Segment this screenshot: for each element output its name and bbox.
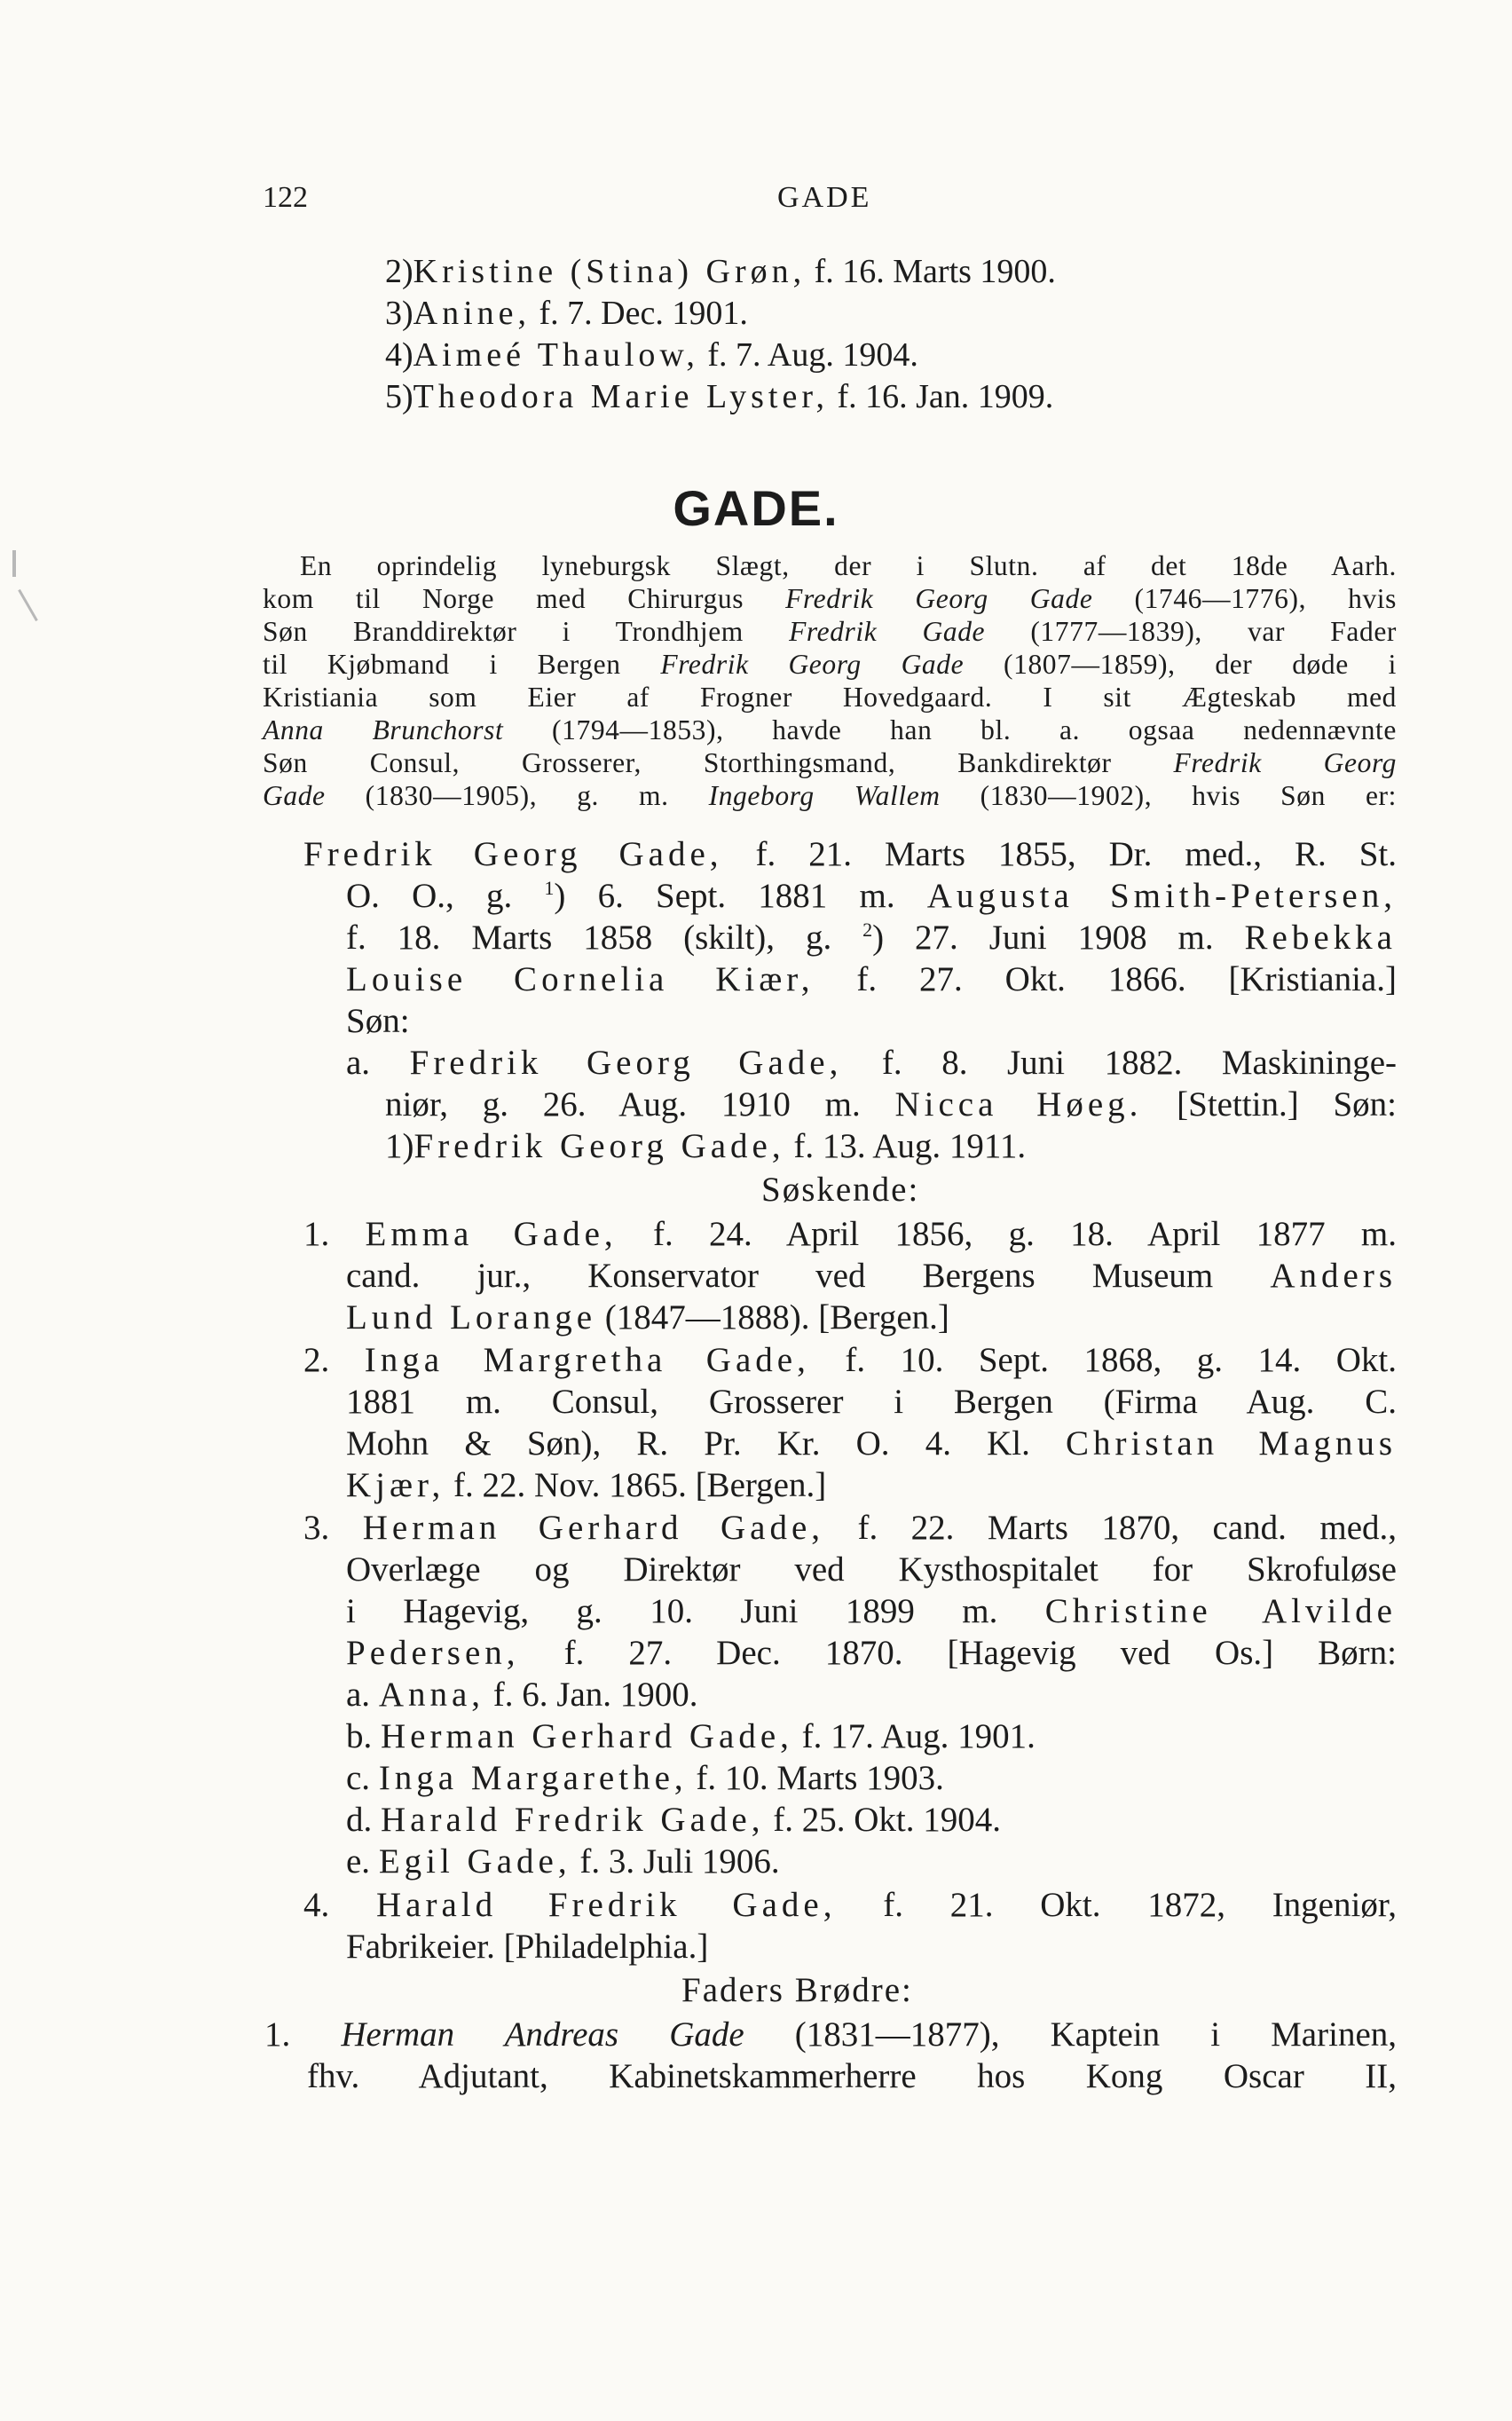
list-item: e. Egil Gade, f. 3. Juli 1906. [346, 1842, 780, 1881]
list-item: 4)Aimeé Thaulow, f. 7. Aug. 1904. [385, 336, 918, 374]
section-title: GADE. [673, 480, 839, 536]
intro-line: Søn Branddirektør i Trondhjem Fredrik Gade (1777—1839), var Fader [263, 616, 1397, 647]
intro-line: Gade (1830—1905), g. m. Ingeborg Wallem (1830—1902), hvis Søn er: [263, 780, 1397, 811]
entry-line: Mohn & Søn), R. Pr. Kr. O. 4. Kl. Christan Magnus [346, 1424, 1397, 1463]
running-title: GADE [777, 181, 872, 214]
entry-line: 3. Herman Gerhard Gade, f. 22. Marts 1870, cand. med., [303, 1509, 1398, 1547]
entry-line: Lund Lorange (1847—1888). [Bergen.] [346, 1298, 949, 1337]
scan-mark [18, 589, 38, 621]
entry-line: niør, g. 26. Aug. 1910 m. Nicca Høeg. [Stettin.] Søn: [385, 1085, 1397, 1124]
intro-line: En oprindelig lyneburgsk Slægt, der i Slutn. af det 18de Aarh. [300, 550, 1397, 581]
list-item: 5)Theodora Marie Lyster, f. 16. Jan. 1909. [385, 378, 1054, 415]
entry-line: Fabrikeier. [Philadelphia.] [346, 1928, 709, 1966]
entry-line: 1)Fredrik Georg Gade, f. 13. Aug. 1911. [385, 1127, 1027, 1165]
list-item: d. Harald Fredrik Gade, f. 25. Okt. 1904. [346, 1801, 1001, 1839]
list-item: a. Anna, f. 6. Jan. 1900. [346, 1676, 698, 1714]
intro-line: Kristiania som Eier af Frogner Hovedgaard. I sit Ægteskab med [263, 682, 1397, 713]
entry-line: Overlæge og Direktør ved Kysthospitalet for Skrofuløse [346, 1550, 1397, 1589]
list-item: c. Inga Margarethe, f. 10. Marts 1903. [346, 1759, 944, 1797]
entry-line: O. O., g. $^1$) 6. Sept. 1881 m. Augusta Smith-Petersen, [346, 877, 1397, 915]
list-item: 3)Anine, f. 7. Dec. 1901. [385, 295, 748, 332]
entry-line: i Hagevig, g. 10. Juni 1899 m. Christine Alvilde [346, 1592, 1397, 1630]
entry-line: fhv. Adjutant, Kabinetskammerherre hos Kong Oscar II, [307, 2057, 1397, 2095]
list-item: b. Herman Gerhard Gade, f. 17. Aug. 1901. [346, 1717, 1036, 1755]
entry-line: 4. Harald Fredrik Gade, f. 21. Okt. 1872, Ingeniør, [303, 1886, 1397, 1924]
entry-line: Kjær, f. 22. Nov. 1865. [Bergen.] [346, 1466, 827, 1504]
entry-line: 1. Emma Gade, f. 24. April 1856, g. 18. April 1877 m. [303, 1215, 1397, 1253]
page-number: 122 [263, 181, 308, 214]
intro-line: Søn Consul, Grosserer, Storthingsmand, Bankdirektør Fredrik Georg [263, 747, 1397, 778]
scan-mark [12, 550, 16, 577]
entry-line: Fredrik Georg Gade, f. 21. Marts 1855, Dr. med., R. St. [303, 835, 1397, 873]
intro-line: kom til Norge med Chirurgus Fredrik Georg Gade (1746—1776), hvis [263, 583, 1398, 614]
intro-line: til Kjøbmand i Bergen Fredrik Georg Gade (1807—1859), der døde i [263, 649, 1397, 680]
entry-line: 2. Inga Margretha Gade, f. 10. Sept. 1868, g. 14. Okt. [303, 1341, 1398, 1379]
section-heading: Faders Brødre: [681, 1971, 913, 2009]
entry-line: 1881 m. Consul, Grosserer i Bergen (Firma Aug. C. [346, 1383, 1397, 1421]
list-item: 2)Kristine (Stina) Grøn, f. 16. Marts 1900. [385, 253, 1056, 290]
entry-line: a. Fredrik Georg Gade, f. 8. Juni 1882. Maskininge- [346, 1044, 1397, 1082]
entry-line: Pedersen, f. 27. Dec. 1870. [Hagevig ved Os.] Børn: [346, 1634, 1397, 1672]
entry-line: Louise Cornelia Kiær, f. 27. Okt. 1866. [Kristiania.] [346, 960, 1397, 998]
entry-line: f. 18. Marts 1858 (skilt), g. $^2$) 27. Juni 1908 m. Rebekka [346, 919, 1397, 957]
entry-line: cand. jur., Konservator ved Bergens Museum Anders [346, 1257, 1397, 1295]
section-heading: Søskende: [761, 1171, 920, 1209]
entry-line: Søn: [346, 1002, 410, 1040]
entry-line: 1. Herman Andreas Gade (1831—1877), Kaptein i Marinen, [264, 2015, 1397, 2054]
intro-line: Anna Brunchorst (1794—1853), havde han bl. a. ogsaa nedennævnte [263, 714, 1397, 745]
